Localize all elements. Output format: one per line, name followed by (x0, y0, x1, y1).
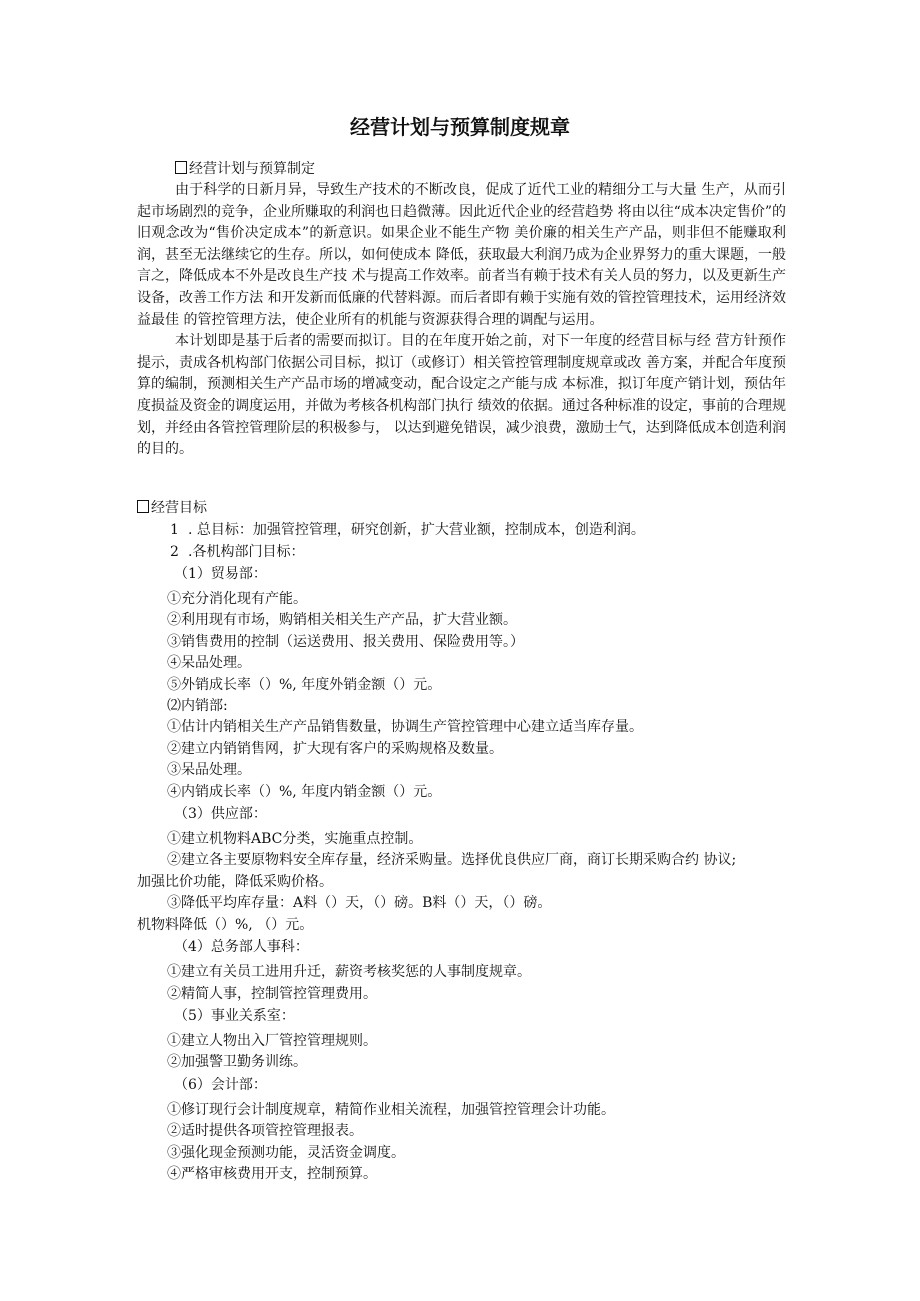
list-item: ②适时提供各项管控管理报表。 (167, 1123, 363, 1140)
list-item: ④严格审核费用开支，控制预算。 (167, 1165, 377, 1182)
list-item: ③销售费用的控制（运送费用、报关费用、保险费用等。） (167, 633, 524, 650)
dept-supply-heading: （3）供应部： (174, 806, 267, 823)
dept-accounting-heading: （6）会计部： (174, 1076, 267, 1093)
list-item: ③降低平均库存量：A料（）天，（）磅。B料（）天，（）磅。 (167, 895, 552, 912)
goal-departments (137, 541, 797, 563)
list-item: ③强化现金预测功能，灵活资金调度。 (167, 1144, 405, 1161)
section-heading-text: 经营计划与预算制定 (189, 161, 315, 177)
list-item: ①建立机物料ABC分类，实施重点控制。 (167, 831, 423, 848)
goal-number: 2 (170, 544, 179, 560)
dept-domestic-heading: ⑵内销部: (167, 698, 228, 715)
section-heading-goals (137, 497, 797, 519)
list-item: ②建立各主要原物料安全库存量，经济采购量。选择优良供应厂商，商订长期采购合约 协议; (167, 852, 737, 869)
intro-section (137, 158, 786, 461)
section-heading-plan (137, 158, 786, 180)
list-item: ②加强警卫勤务训练。 (167, 1054, 307, 1071)
goal-overall (137, 519, 797, 541)
list-item-continuation: 机物料降低（）%, （）元。 (137, 916, 314, 933)
checkbox-icon (175, 161, 187, 174)
list-item: ①估计内销相关生产产品销售数量，协调生产管控管理中心建立适当库存量。 (167, 719, 643, 736)
dept-public-relations-heading: （5）事业关系室： (174, 1007, 295, 1024)
list-item: ④内销成长率（）%, 年度内销金额（）元。 (167, 783, 442, 800)
list-item: ①建立人物出入厂管控管理规则。 (167, 1032, 377, 1049)
dept-general-affairs-heading: （4）总务部人事科： (174, 939, 309, 956)
checkbox-icon (137, 500, 149, 513)
paragraph-2: 本计划即是基于后者的需要而拟订。目的在年度开始之前，对下一年度的经营目标与经 营方针预作提示，责成各机构部门依据公司目标，拟订（或修订）相关管控管理制度规章或改 善方案，并配合年度预算的编制，预测相关生产产品市场的增减变动，配合设定之产能与成 本标准，拟订年度产销计划，预估年度损益及资金的调度运用，并做为考核各机构部门执行 绩效的依据。通过各种标准的设定，事前的合理规划，并经由各管控管理阶层的积极参与， 以达到避免错误，减少浪费，激励士气，达到降低成本创造利润的目的。 (137, 333, 786, 458)
list-item: ④呆品处理。 (167, 655, 251, 672)
dept-trade-heading: （1）贸易部： (174, 566, 267, 582)
list-item: ②利用现有市场，购销相关相关生产产品，扩大营业额。 (167, 612, 517, 629)
list-item: ⑤外销成长率（）%, 年度外销金额（）元。 (167, 676, 442, 693)
goal-text: .各机构部门目标： (188, 544, 305, 560)
goal-number: 1 (170, 522, 179, 538)
list-item: ③呆品处理。 (167, 762, 251, 779)
document-title: 经营计划与预算制度规章 (350, 115, 570, 139)
goals-section (137, 497, 797, 1185)
section-heading-text: 经营目标 (151, 500, 207, 516)
list-item: ②精简人事，控制管控管理费用。 (167, 985, 377, 1002)
list-item-continuation: 加强比价功能，降低采购价格。 (137, 873, 333, 890)
paragraph-1: 由于科学的日新月异，导致生产技术的不断改良，促成了近代工业的精细分工与大量 生产，从而引起市场剧烈的竞争，企业所赚取的利润也日趋微薄。因此近代企业的经营趋势 将由以往“成本决定售价”的旧观念改为“售价决定成本”的新意识。如果企业不能生产物 美价廉的相关生产产品，则非但不能赚取利润，甚至无法继续它的生存。所以，如何使成本 降低，获取最大利润乃成为企业界努力的重大课题，一般言之，降低成本不外是改良生产技 术与提高工作效率。前者当有赖于技术有关人员的努力，以及更新生产设备，改善工作方法 和开发新而低廉的代替料源。而后者即有赖于实施有效的管控管理技术，运用经济效益最佳 的管控管理方法，使企业所有的机能与资源获得合理的调配与运用。 (137, 182, 786, 328)
list-item: ①修订现行会计制度规章，精简作业相关流程，加强管控管理会计功能。 (167, 1101, 615, 1118)
list-item: ②建立内销销售网，扩大现有客户的采购规格及数量。 (167, 740, 503, 757)
goal-text: . 总目标：加强管控管理，研究创新，扩大营业额，控制成本，创造利润。 (188, 522, 645, 538)
list-item: ①建立有关员工进用升迁，薪资考核奖惩的人事制度规章。 (167, 964, 531, 981)
list-item: ①充分消化现有产能。 (167, 591, 307, 607)
